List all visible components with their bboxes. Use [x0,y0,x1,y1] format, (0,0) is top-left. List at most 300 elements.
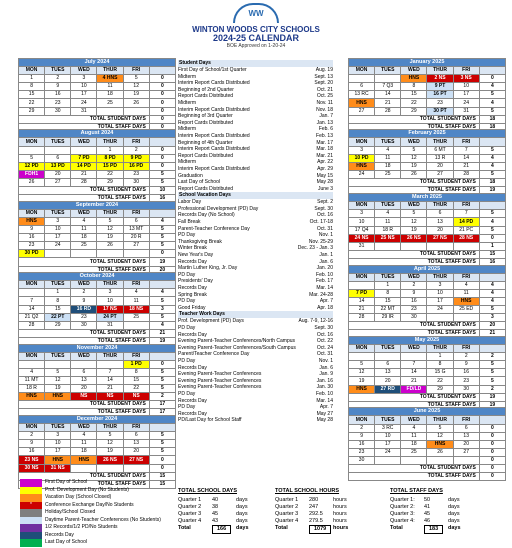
weekday-header: TUES [375,416,401,424]
calendar-day: 27 [453,448,479,456]
event-row [178,67,333,74]
calendar-day: 19 [349,377,375,385]
week-day-count: 2 [149,393,175,401]
event-date: Jan. 6 [319,258,333,265]
calendar-day: 14 PD [453,218,479,226]
calendar-day: 1 [427,353,453,361]
weekday-header: THUR [427,138,453,146]
calendar-day: 28 [71,178,97,186]
weekday-header: WED [71,138,97,146]
week-day-count: 0 [149,99,175,107]
week-day-count: 2 [479,385,505,393]
total-value: 21 [149,329,175,337]
calendar-day: 11 [123,297,149,305]
calendar-day: 27 [427,170,453,178]
event-date: Oct. 16 [316,212,333,219]
event-date: Feb. 6 [318,126,333,133]
calendar-day: 10 [427,289,453,297]
event-name: Records Day [178,285,207,291]
summary-unit: days [236,497,248,503]
event-row [178,371,333,378]
calendar-day: 18 [97,91,123,99]
month-title: March 2025 [349,194,506,202]
calendar-day: 24 [71,99,97,107]
calendar-day: 5 [45,368,71,376]
calendar-day: 7 [453,146,479,154]
month-calendar [348,193,506,267]
event-date: May 28 [316,179,333,186]
week-day-count: 0 [149,250,175,258]
summary-unit: days [236,518,248,524]
calendar-day: 22 [401,99,427,107]
total-value: 0 [149,123,175,131]
calendar-day: 23 [453,377,479,385]
calendar-day [123,464,149,472]
calendar-day: 5 [349,361,375,369]
week-day-count: 5 [149,234,175,242]
event-name: Interim Report Cards Distributed [178,132,250,139]
weekday-header: FRI [453,138,479,146]
week-day-count: 5 [149,448,175,456]
calendar-day: 2 [453,353,479,361]
summary-row [275,518,375,525]
calendar-day: 6 [45,154,71,162]
event-row [178,219,333,226]
summary-value: 280 [309,497,319,503]
week-day-count: 0 [479,424,505,432]
calendar-day: 22 [123,385,149,393]
summary-value: 45 [212,511,219,517]
event-name: Prof. Development (PD) Days [178,318,244,325]
week-day-count: 5 [479,369,505,377]
total-label: TOTAL STAFF DAYS [19,266,150,274]
event-name: Records Day (No School) [178,212,235,219]
event-name: PD Day [178,232,196,239]
weekday-header: TUES [375,345,401,353]
legend-item [20,502,170,510]
event-row [178,259,333,266]
total-label: TOTAL STUDENT DAYS [349,250,480,258]
calendar-day: 4 [375,146,401,154]
calendar-day [453,456,479,464]
week-day-count: 0 [149,464,175,472]
week-day-count: 5 [479,361,505,369]
calendar-day: 21 PC [453,226,479,234]
week-day-count: 0 [479,432,505,440]
calendar-day: 26 [123,99,149,107]
calendar-day [375,353,401,361]
calendar-day: 27 NS [123,456,149,464]
week-day-count: 5 [149,226,175,234]
calendar-day: 3 [349,146,375,154]
calendar-day: 20 [45,170,71,178]
month-calendar [348,265,506,339]
summary-row [178,497,278,504]
calendar-day [97,360,123,368]
calendar-day: 3 RC [375,424,401,432]
calendar-day: HNS [71,456,97,464]
calendar-day: 20 R [123,234,149,242]
calendar-day: 29 [19,107,45,115]
calendar-day: 14 [401,369,427,377]
event-date: Jan. 7 [319,113,333,120]
calendar-day: 24 [427,306,453,314]
calendar-day: 29 [45,321,71,329]
event-date: Nov. 11 [316,99,333,106]
calendar-day: 28 [19,321,45,329]
week-day-count: 5 [149,170,175,178]
calendar-day: 14 [19,305,45,313]
calendar-day: 8 [401,83,427,91]
calendar-day [349,281,375,289]
calendar-day: 26 NS [401,234,427,242]
event-date: Oct. 31 [316,225,333,232]
summary-value: 292.5 [309,511,323,517]
event-row [178,126,333,133]
color-legend [20,479,170,547]
calendar-day: 10 [97,297,123,305]
week-day-count: 5 [479,91,505,99]
calendar-day: 16 PT [427,91,453,99]
legend-item [20,494,170,502]
week-day-count: 4 [479,162,505,170]
total-label: TOTAL STUDENT DAYS [349,465,480,473]
month-calendar [348,336,506,410]
calendar-day: 11 [401,432,427,440]
calendar-title: 2024-25 CALENDAR [212,33,300,43]
calendar-day [427,456,453,464]
calendar-day: 2 [123,146,149,154]
event-row [178,305,333,312]
calendar-day: 28 [375,107,401,115]
calendar-day: 30 [453,385,479,393]
event-row [178,265,333,272]
calendar-day: 5 [97,432,123,440]
event-date: Mar. 14 [316,285,333,291]
calendar-day [71,464,97,472]
event-date: June 3 [317,185,333,192]
calendar-day: 11 [71,440,97,448]
calendar-day: 21 [401,377,427,385]
weekday-header: FRI [123,209,149,217]
legend-swatch [20,524,42,532]
week-day-count: 0 [479,234,505,242]
calendar-day: 13 [375,369,401,377]
summary-row [390,504,490,511]
summary-label: Quarter 1: [390,497,415,503]
weekday-header: THUR [97,281,123,289]
event-name: PD Day [178,390,196,397]
total-value: 21 [479,330,505,338]
weekday-header: TUES [45,352,71,360]
weekday-header: THUR [97,352,123,360]
week-day-count: 0 [479,75,505,83]
calendar-day: 23 [71,313,97,321]
weekday-header: THUR [427,67,453,75]
summary-label: Quarter 4: [390,518,415,524]
event-date: Jan. 9 [319,371,333,378]
weekday-header: WED [401,416,427,424]
summary-unit: hours [333,525,349,531]
calendar-day: 5 [401,146,427,154]
calendar-day: 4 [375,210,401,218]
weekday-header: TUES [45,67,71,75]
calendar-day: 7 Q3 [375,83,401,91]
weekday-header: MON [349,416,375,424]
calendar-day: 5 [97,217,123,225]
calendar-day: 23 [123,170,149,178]
summary-label: Quarter 3 [178,511,202,517]
event-row [178,140,333,147]
calendar-header [0,0,512,52]
calendar-day: HNS [45,456,71,464]
week-day-count: 5 [149,313,175,321]
total-value: 15 [149,480,175,488]
event-name: Midterm [178,73,197,80]
summary-unit: days [448,497,460,503]
week-day-count: 3 [479,314,505,322]
total-label: TOTAL STAFF DAYS [349,187,480,195]
calendar-day: 13 [427,218,453,226]
calendar-day: 7 PD [71,154,97,162]
event-row [178,411,333,418]
calendar-day [123,107,149,115]
calendar-day: 18 R [375,226,401,234]
calendar-day: 1 PD [123,360,149,368]
event-date: Nov. 25-29 [308,238,333,245]
legend-label: Daytime Parent-Teacher Conferences (No Students) [45,516,161,523]
event-date: Feb. 17 [316,278,333,285]
event-row [178,378,333,385]
calendar-day: 30 [401,314,427,322]
event-date: Oct. 25 [316,93,333,100]
month-title: August 2024 [19,130,176,138]
legend-swatch [20,539,42,547]
week-day-count: 0 [149,75,175,83]
event-date: Apr. 22 [317,159,333,166]
calendar-day: 23 NS [19,456,45,464]
week-day-count: 4 [479,289,505,297]
summary-label: Total [390,525,403,531]
legend-item [20,487,170,495]
event-row [178,298,333,305]
event-date: Sept. 20 [314,80,333,87]
event-name: PD Day [178,357,196,364]
summary-label: Quarter 3: [390,511,415,517]
event-date: Feb. 10 [316,271,333,278]
event-date: Oct. 17-18 [309,219,333,226]
total-value: 20 [479,322,505,330]
calendar-day: 20 [375,377,401,385]
summary-unit: days [448,504,460,510]
event-name: PD Day [178,298,196,305]
calendar-day: 8 [123,368,149,376]
weekday-header: FRI [453,416,479,424]
week-day-count: 5 [149,242,175,250]
calendar-day: 23 [401,306,427,314]
total-value: 19 [149,337,175,345]
calendar-day: 1 [375,281,401,289]
calendar-day: 9 PT [427,83,453,91]
total-value: 17 [149,409,175,417]
event-row [178,107,333,114]
calendar-day: 9 [401,289,427,297]
week-day-count: 5 [479,170,505,178]
event-name: Evening Parent-Teacher Conferences [178,377,262,384]
event-row [178,212,333,219]
weekday-header: WED [71,424,97,432]
total-label: TOTAL STUDENT DAYS [349,322,480,330]
calendar-day: 10 [453,83,479,91]
week-day-count: 0 [149,456,175,464]
event-date: Feb. 10 [316,390,333,397]
calendar-day: 7 PD [349,289,375,297]
summary-value: 41 [424,504,431,510]
calendar-day: 30 PT [427,107,453,115]
total-value: 19 [479,401,505,409]
total-label: TOTAL STUDENT DAYS [349,115,480,123]
event-name: Labor Day [178,199,202,206]
weekday-header: MON [19,138,45,146]
calendar-day: 2 [19,432,45,440]
calendar-day: 7 [453,210,479,218]
event-date: Jan. 13 [316,119,333,126]
total-label: TOTAL STUDENT DAYS [19,472,150,480]
calendar-day: 30 PD [19,250,45,258]
calendar-day: 6 [71,368,97,376]
event-row [178,206,333,213]
weekday-header: THUR [427,416,453,424]
event-name: Good Friday [178,304,206,311]
calendar-day [71,360,97,368]
calendar-day: 14 PD [71,162,97,170]
calendar-day [401,353,427,361]
calendar-day: 29 [97,178,123,186]
calendar-day [349,75,375,83]
legend-label: Vacation Day (School Closed) [45,494,112,500]
legend-swatch [20,494,42,502]
calendar-day: 22 MT [375,306,401,314]
calendar-day: 3 NS [453,75,479,83]
calendar-day: 18 [71,448,97,456]
legend-swatch: * [20,502,42,510]
calendar-day: 20 [427,226,453,234]
calendar-day: 12 [45,376,71,384]
weekday-header: FRI [123,352,149,360]
total-label: TOTAL STUDENT DAYS [349,393,480,401]
total-label: TOTAL STAFF DAYS [19,480,150,488]
calendar-day: 12 [401,218,427,226]
event-name: Beginning of 2nd Quarter [178,86,234,93]
event-row [178,278,333,285]
calendar-day: 30 [71,321,97,329]
event-name: PD Day [178,324,196,331]
calendar-day: 13 R [427,154,453,162]
calendar-day: 25 [375,170,401,178]
calendar-day: 2 [71,289,97,297]
summary-unit: hours [333,518,347,524]
month-title: December 2024 [19,416,176,424]
event-name: Records Day [178,410,207,417]
calendar-day: 10 [45,440,71,448]
event-row [178,146,333,153]
calendar-day: 13 PD [45,162,71,170]
calendar-day: 14 [349,297,375,305]
event-row [178,292,333,299]
month-title: September 2024 [19,201,176,209]
week-day-count: 3 [149,305,175,313]
calendar-day: 23 [19,242,45,250]
calendar-day [453,242,479,250]
calendar-day: 9 [45,83,71,91]
calendar-day [349,353,375,361]
legend-item [20,479,170,487]
total-value: 18 [479,123,505,131]
calendar-day: 17 [427,297,453,305]
calendar-day: 15 [45,305,71,313]
summary-unit: hours [333,497,347,503]
event-date: Nov. 18 [316,106,333,113]
event-name: Parent-Teacher Conference Day [178,225,250,232]
calendar-day: HNS [19,217,45,225]
calendar-day: 19 [123,91,149,99]
total-label: TOTAL STAFF DAYS [19,409,150,417]
calendar-day: 19 [97,234,123,242]
month-calendar [348,129,506,195]
weekday-header: FRI [453,67,479,75]
event-row [178,199,333,206]
event-name: Midterm [178,159,197,166]
summary-row [390,518,490,525]
calendar-day: NS [123,393,149,401]
total-value: 15 [149,472,175,480]
total-label: TOTAL STAFF DAYS [19,195,150,203]
calendar-day: 11 [453,289,479,297]
event-row [178,133,333,140]
event-row [178,325,333,332]
weekday-header: FRI [453,202,479,210]
total-value: 17 [149,401,175,409]
event-date: May 27 [316,410,333,417]
calendar-day: 18 [375,162,401,170]
event-date: Oct. 24 [316,344,333,351]
event-name: Winter Break [178,245,207,252]
calendar-day [71,146,97,154]
calendar-day: 18 NS [123,305,149,313]
calendar-day: 18 [71,234,97,242]
calendar-day: 12 [123,83,149,91]
calendar-day: 26 NS [97,456,123,464]
event-row [178,186,333,193]
calendar-day: HNS [427,440,453,448]
weekday-header: MON [349,138,375,146]
legend-label: First Day of School [45,479,88,485]
event-name: Midterm [178,99,197,106]
calendar-day: HNS [45,393,71,401]
event-row [178,226,333,233]
calendar-day: 4 [19,368,45,376]
weekday-header: WED [401,345,427,353]
calendar-day [45,146,71,154]
week-day-count: 4 [479,218,505,226]
calendar-day: 26 [401,170,427,178]
legend-swatch [20,509,42,517]
calendar-day: HNS [453,297,479,305]
calendar-day: NS [97,393,123,401]
calendar-day: 14 [375,91,401,99]
weekday-header: TUES [45,209,71,217]
calendar-day [453,314,479,322]
